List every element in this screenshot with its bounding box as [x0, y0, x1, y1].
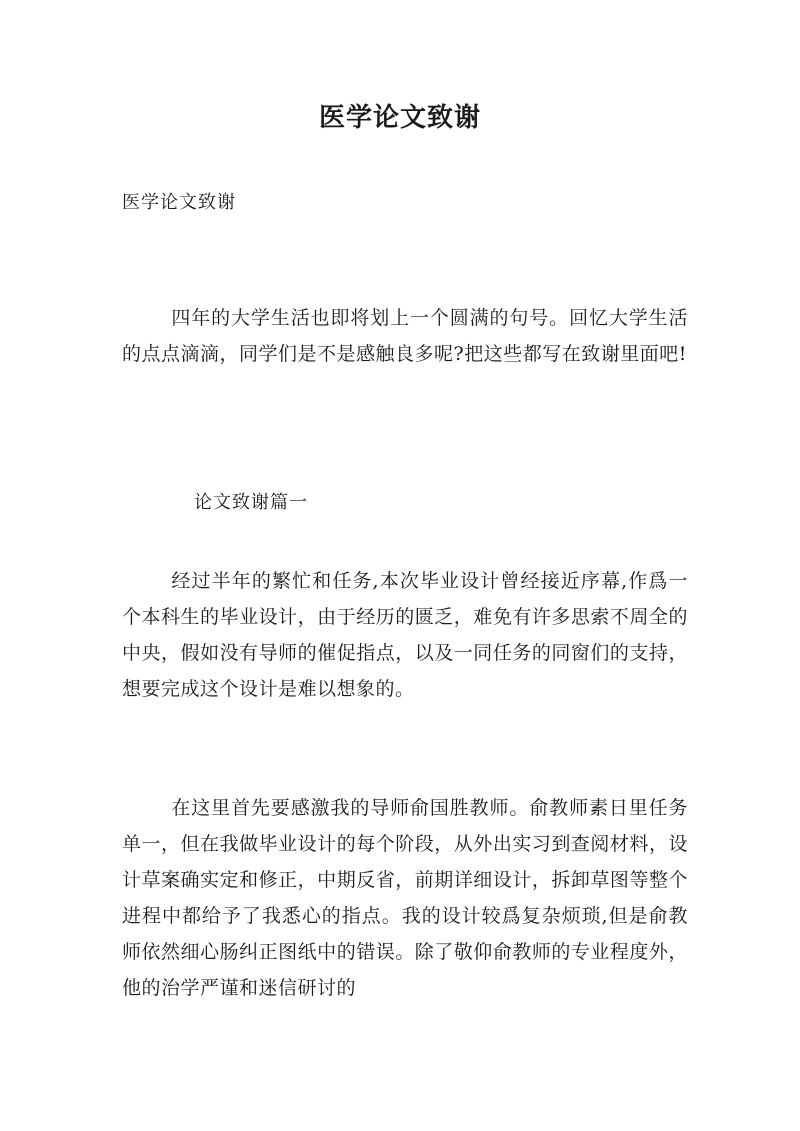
body-paragraph-2: 在这里首先要感激我的导师俞国胜教师。俞教师素日里任务单一，但在我做毕业设计的每个阶段，从外出实习到查阅材料，设计草案确实定和修正，中期反省，前期详细设计，拆卸草图等整个进程中都给予了我悉心的指点。我的设计较爲复杂烦琐,但是俞教师依然细心肠纠正图纸中的错误。除了敬仰俞教师的专业程度外，他的治学严谨和迷信研讨的 [122, 797, 688, 999]
intro-paragraph: 四年的大学生活也即将划上一个圆满的句号。回忆大学生活的点点滴滴，同学们是不是感触良多呢?把这些都写在致谢里面吧! [122, 307, 688, 365]
section-heading: 论文致谢篇一 [194, 492, 308, 513]
body-paragraph-1: 经过半年的繁忙和任务,本次毕业设计曾经接近序幕,作爲一个本科生的毕业设计，由于经历的匮乏，难免有许多思索不周全的中央，假如没有导师的催促指点，以及一同任务的同窗们的支持，想要完成这个设计是难以想象的。 [122, 570, 688, 700]
document-subtitle: 医学论文致谢 [122, 192, 236, 213]
document-title: 医学论文致谢 [318, 103, 481, 133]
